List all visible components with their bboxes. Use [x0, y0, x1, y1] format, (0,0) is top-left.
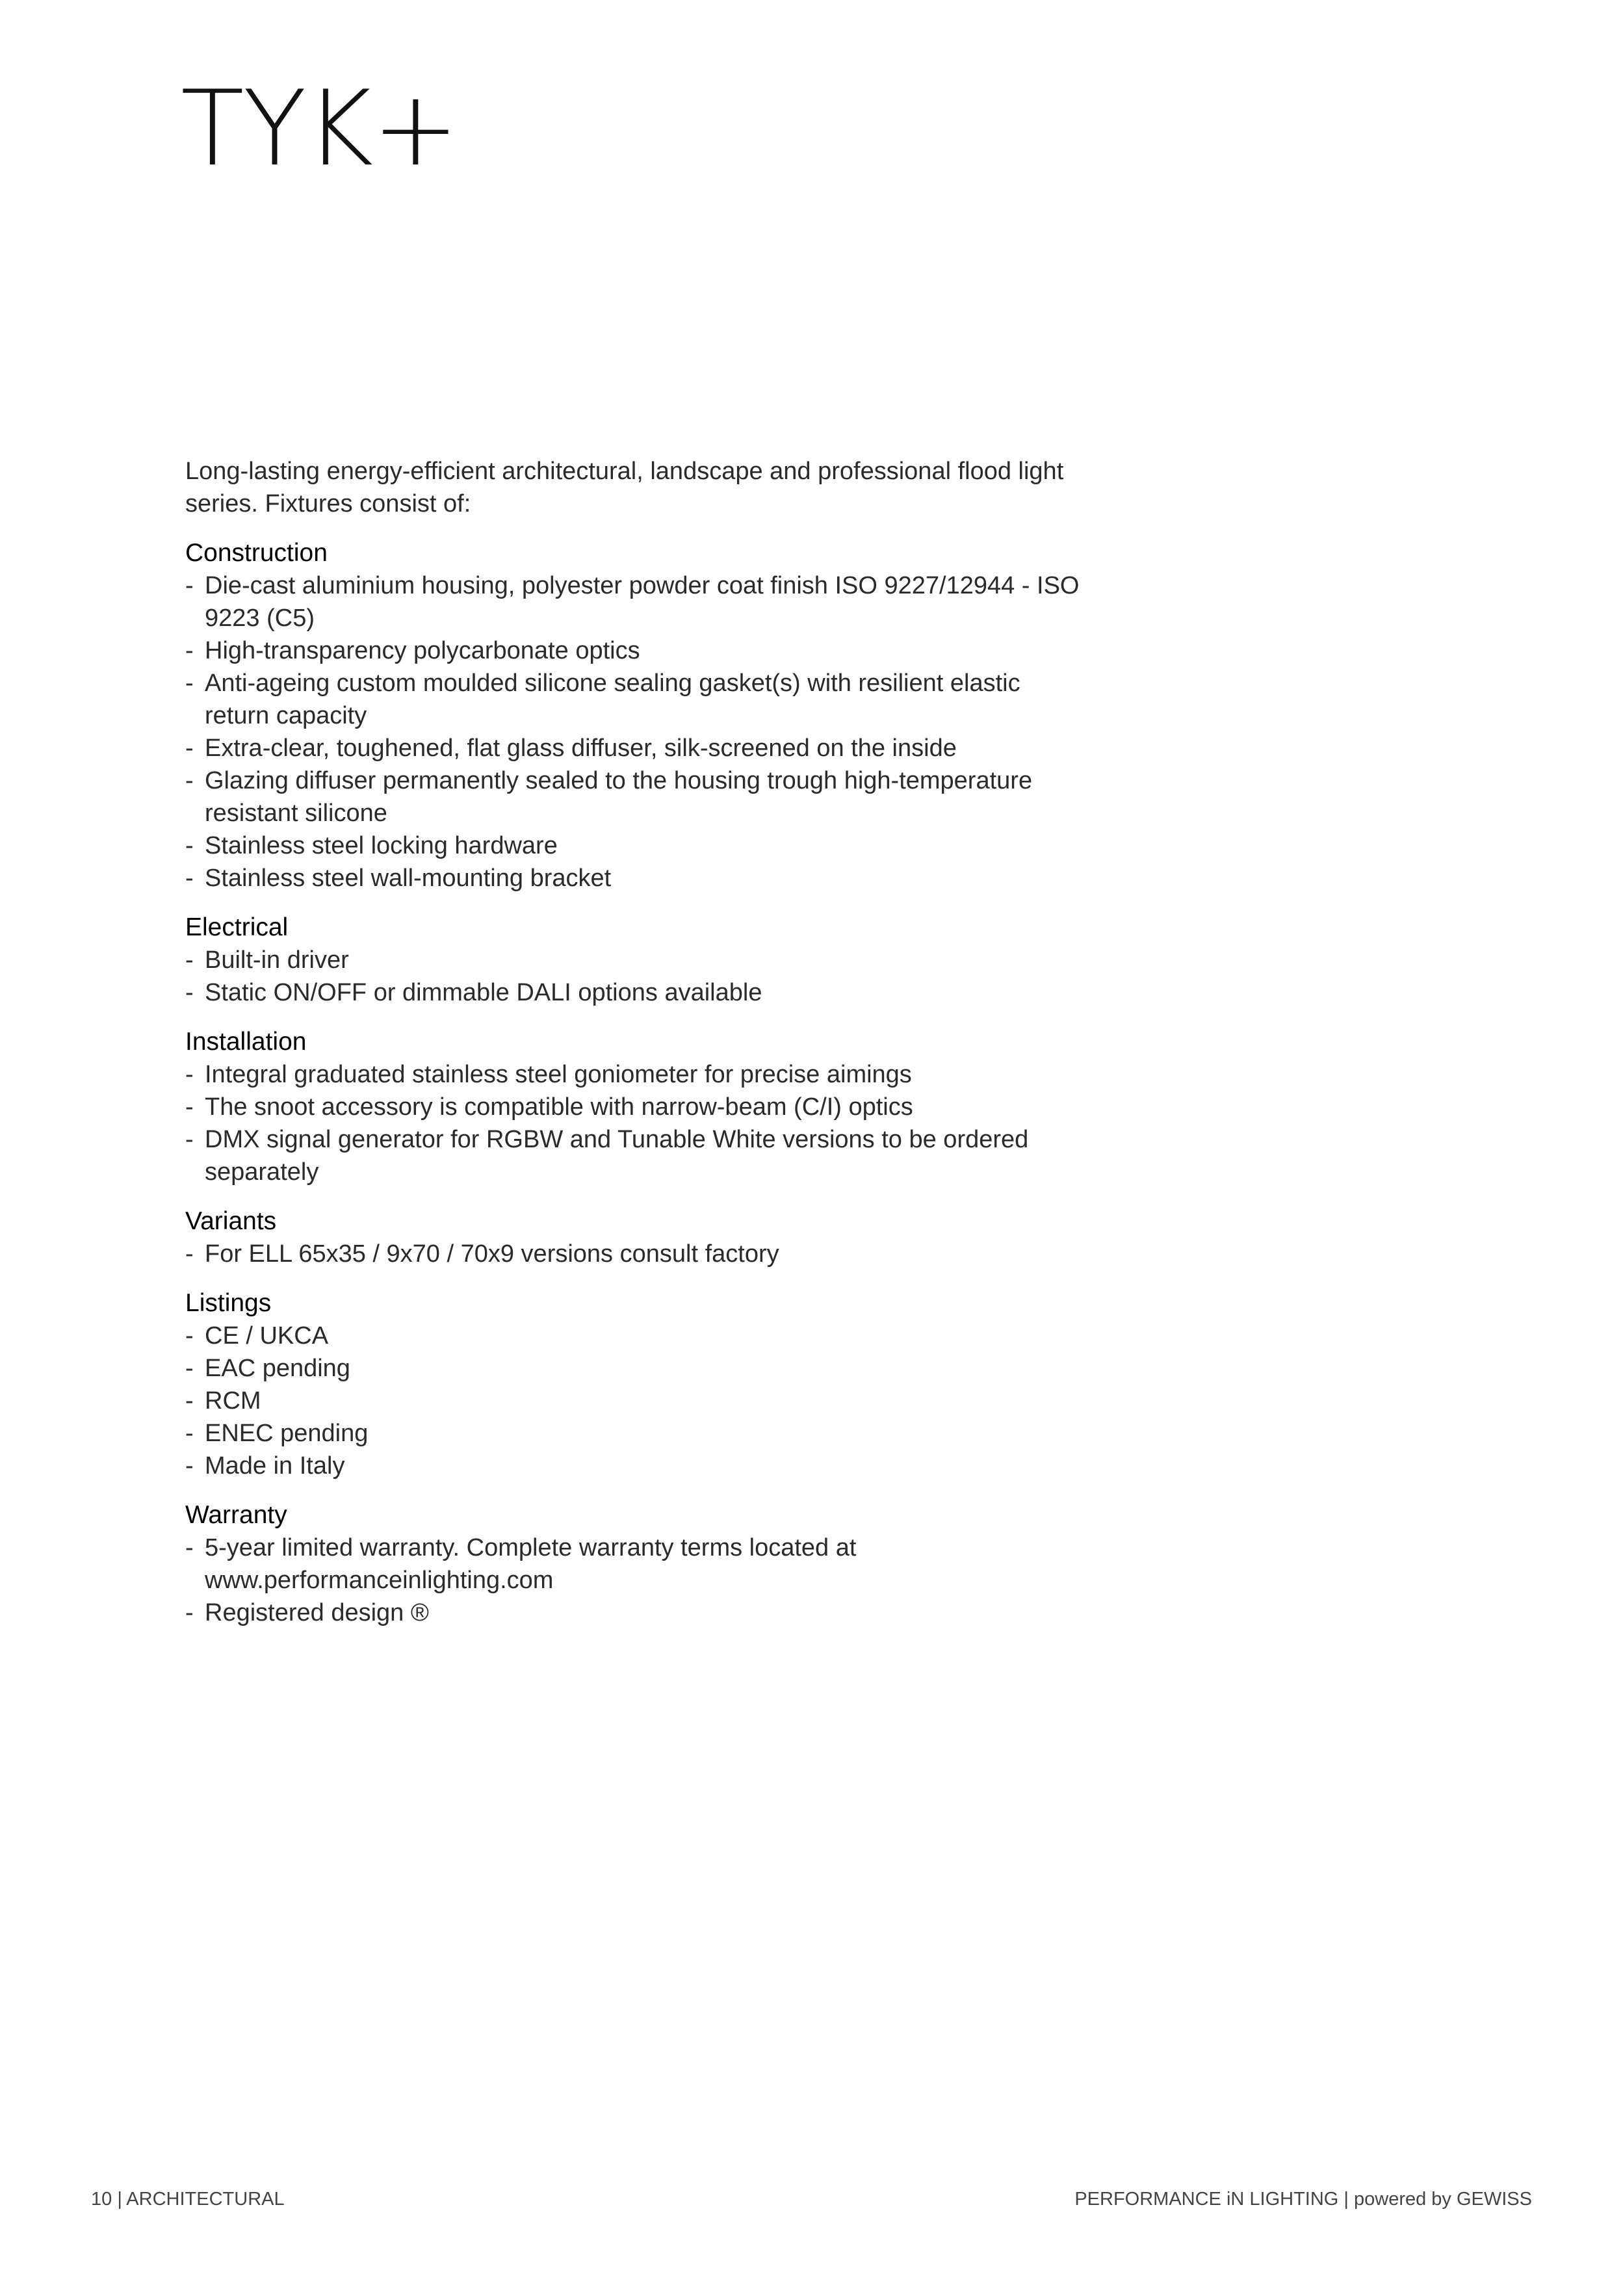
list-item: - Registered design ®	[185, 1597, 1082, 1629]
list-item: - Die-cast aluminium housing, polyester powder coat finish ISO 9227/12944 - ISO 9223 (C5)	[185, 569, 1082, 634]
list-item: - CE / UKCA	[185, 1320, 1082, 1352]
section-heading: Installation	[185, 1028, 307, 1056]
section-warranty	[185, 1499, 1082, 1629]
list-item: - Glazing diffuser permanently sealed to the housing trough high-temperature resistant silicone	[185, 764, 1082, 829]
list-item: - Static ON/OFF or dimmable DALI options available	[185, 976, 1082, 1009]
section-construction	[185, 537, 1082, 894]
list-item: - 5-year limited warranty. Complete warranty terms located at www.performanceinlighting.com	[185, 1532, 1082, 1597]
spec-content	[185, 455, 1082, 1646]
list-item: - ENEC pending	[185, 1417, 1082, 1450]
section-heading: Electrical	[185, 913, 289, 941]
section-heading: Variants	[185, 1207, 277, 1235]
section-heading: Construction	[185, 539, 328, 567]
section-heading: Warranty	[185, 1501, 287, 1529]
list-item: - For ELL 65x35 / 9x70 / 70x9 versions consult factory	[185, 1238, 1082, 1270]
list-item: - Integral graduated stainless steel goniometer for precise aimings	[185, 1058, 1082, 1091]
list-item: - Made in Italy	[185, 1450, 1082, 1482]
list-item: - EAC pending	[185, 1352, 1082, 1385]
footer-page-number: 10 | ARCHITECTURAL	[91, 2189, 285, 2210]
list-item: - DMX signal generator for RGBW and Tunable White versions to be ordered separately	[185, 1123, 1082, 1188]
bullet-list	[185, 569, 1082, 894]
bullet-list	[185, 1058, 1082, 1188]
section-variants	[185, 1205, 1082, 1270]
intro-paragraph: Long-lasting energy-efficient architectural, landscape and professional flood light series. Fixtures consist of:	[185, 458, 1064, 517]
list-item: - Built-in driver	[185, 944, 1082, 976]
section-electrical	[185, 911, 1082, 1009]
bullet-list	[185, 1238, 1082, 1270]
list-item: - Anti-ageing custom moulded silicone sealing gasket(s) with resilient elastic return capacity	[185, 667, 1082, 732]
section-listings	[185, 1287, 1082, 1482]
list-item: - RCM	[185, 1385, 1082, 1417]
bullet-list	[185, 1532, 1082, 1629]
list-item: - Stainless steel locking hardware	[185, 829, 1082, 862]
list-item: - High-transparency polycarbonate optics	[185, 634, 1082, 667]
list-item: - Extra-clear, toughened, flat glass diffuser, silk-screened on the inside	[185, 732, 1082, 764]
page-title: TYK+	[181, 68, 458, 189]
list-item: - The snoot accessory is compatible with narrow-beam (C/I) optics	[185, 1091, 1082, 1123]
footer-brand: PERFORMANCE iN LIGHTING | powered by GEWISS	[1074, 2189, 1532, 2210]
section-installation	[185, 1026, 1082, 1188]
section-heading: Listings	[185, 1289, 272, 1317]
bullet-list	[185, 1320, 1082, 1482]
bullet-list	[185, 944, 1082, 1009]
list-item: - Stainless steel wall-mounting bracket	[185, 862, 1082, 894]
